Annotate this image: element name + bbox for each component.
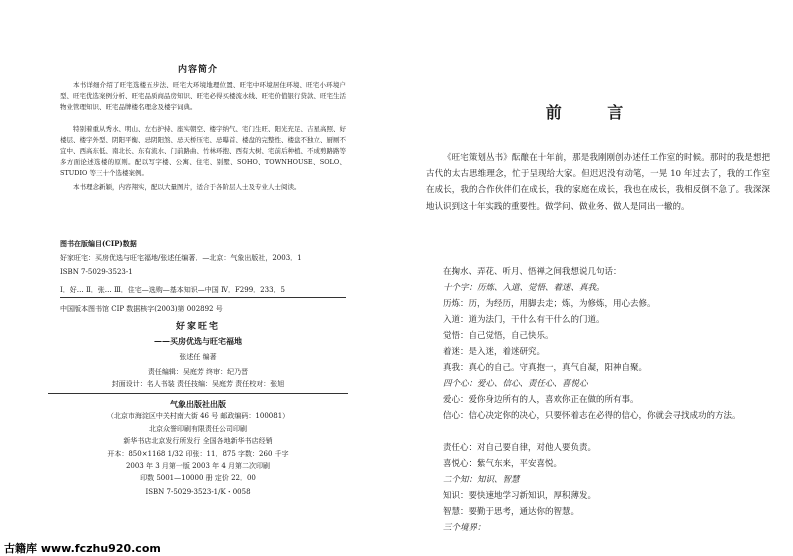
preface-line: 十个字：历炼、入道、觉悟、着迷、真我。 xyxy=(443,283,605,293)
preface-line: 觉悟：自己觉悟，自己快乐。 xyxy=(443,331,554,341)
distribution: 新华书店北京发行所发行 全国各地新华书店经销 xyxy=(123,437,273,445)
book-subtitle: ——买房优选与旺宅福地 xyxy=(154,336,242,346)
print-spec: 开本：850×1168 1/32 印张：11．875 字数：260 千字 xyxy=(107,450,289,458)
preface-line: 信心：信心决定你的决心，只要怀着志在必得的信心，你就会寻找成功的方法。 xyxy=(443,411,741,421)
editors-line: 责任编辑：吴庭芳 终审：纪乃晋 xyxy=(147,368,249,376)
edition-date: 2003 年 3 月第一版 2003 年 4 月第二次印刷 xyxy=(125,462,271,470)
isbn: ISBN 7-5029-3523-1/K・0058 xyxy=(145,488,251,496)
preface-line: 知识：要快速地学习新知识，厚积薄发。 xyxy=(443,491,597,501)
preface-line: 三个境界： xyxy=(443,523,486,533)
intro-paragraph: 本书理念新颖，内容翔实，配以大量图片，适合于各阶层人士及专业人士阅读。 xyxy=(73,183,301,191)
cip-isbn: ISBN 7-5029-3523-1 xyxy=(60,268,133,276)
preface-line: 着迷：是入迷，着迷研究。 xyxy=(443,347,546,357)
divider xyxy=(60,297,346,298)
preface-line: 历炼：历，为经历，用脚去走；炼，为修炼，用心去修。 xyxy=(443,299,656,309)
cip-classification: Ⅰ．好… Ⅱ．张… Ⅲ．住宅—选购—基本知识—中国 Ⅳ．F299．233．5 xyxy=(60,286,285,294)
preface-page xyxy=(396,0,793,556)
preface-line: 二个知：知识、智慧 xyxy=(443,475,520,485)
publisher: 气象出版社出版 xyxy=(170,399,226,409)
cip-record: 好家旺宅：买房优选与旺宅福地/张述任编著．—北京：气象出版社，2003．1 xyxy=(60,254,302,262)
intro-paragraph: 本书详细介绍了旺宅选楼五步法、旺宅大环境地理位置、旺宅中环境居住环境、旺宅小环境户型、旺宅优选案例分析、旺宅品质商品房知识、旺宅必得买楼流水线、旺宅价值银行贷款、旺宅生活物业管理知识、旺宅品牌楼名理念及楼宇词典。 xyxy=(60,81,346,111)
cip-number: 中国版本图书馆 CIP 数据核字(2003)第 002892 号 xyxy=(60,305,223,313)
copyright-page xyxy=(0,0,396,556)
preface-line: 爱心：爱你身边所有的人，喜欢你正在做的所有事。 xyxy=(443,395,639,405)
publisher-address: （北京市海淀区中关村南大街 46 号 邮政编码：100081） xyxy=(106,412,290,420)
book-title: 好家旺宅 xyxy=(175,322,220,332)
intro-paragraph: 特别着重从秀水、明山、左右护持、座实朝空、楼宇纳气、宅门生旺、阳光充足、吉星高照、好楼层、楼宇外型、阴阳平衡、忌阴阳煞、忌天桥压宅、忌曝首、楼盘的完整性、楼盘不独立、厨厕不宜中、西高东低、南北长、东有流水、门前路曲、竹林环抱、西有大树、宅前后种植、不成剪路路等多方面论述选楼的原则。配以写字楼、公寓、住宅、别墅、SOHO、TOWNHOUSE、SOLO、STUDIO 等三十个选楼案例。 xyxy=(60,125,346,177)
preface-line: 在掬水、弄花、听月、悟禅之间我想说几句话： xyxy=(443,267,622,277)
preface-line: 责任心：对自己要自律，对他人要负责。 xyxy=(443,443,597,453)
printer: 北京众誉印刷有限责任公司印刷 xyxy=(149,425,247,433)
cip-title: 图书在版编目(CIP)数据 xyxy=(60,239,137,248)
preface-line: 入道：道为法门，干什么有干什么的门道。 xyxy=(443,315,605,325)
design-line: 封面设计：名人书装 责任技编：吴庭芳 责任校对：张旭 xyxy=(111,380,285,388)
preface-intro: 《旺宅策划丛书》酝酿在十年前，那是我刚刚创办述任工作室的时候。那时的我是想把古代的太古思维理念，忙于呈现给大家。但迟迟没有动笔，一晃 10 年过去了，我的工作室在成长，我的合作伙伴们在成长，我的家庭在成长，我也在成长，我相反倒不急了。我深深地认识到这十年实践的重要性。做学问、做业务、做人是同出一辙的。 xyxy=(426,153,770,212)
preface-line: 智慧：要勤于思考，通达你的智慧。 xyxy=(443,507,580,517)
preface-line: 喜悦心：紫气东来，平安喜悦。 xyxy=(443,459,563,469)
print-run: 印数 5001—10000 册 定价 22．00 xyxy=(140,474,256,482)
preface-line: 真我：真心的自己。守真抱一，真气自凝，阳神自聚。 xyxy=(443,363,648,373)
preface-line: 四个心：爱心、信心、责任心、喜悦心 xyxy=(443,379,588,389)
book-author: 张述任 编著 xyxy=(179,353,217,361)
intro-title: 内容简介 xyxy=(177,65,218,75)
divider xyxy=(48,393,348,394)
watermark: 古籍库 www.fczhu920.com xyxy=(4,542,161,555)
preface-title: 前 言 xyxy=(545,103,644,122)
